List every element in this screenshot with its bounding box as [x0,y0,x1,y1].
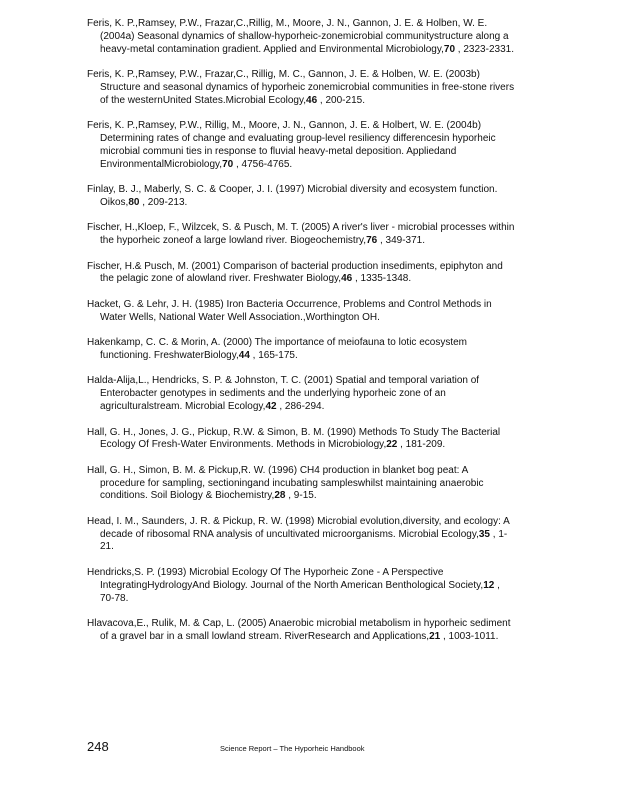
reference-entry [87,516,515,554]
reference-volume: 21 [429,630,441,642]
reference-pages: , 70-78. [100,579,500,604]
page-footer [87,739,515,759]
reference-entry [87,184,515,210]
reference-volume: 42 [265,401,277,413]
reference-entry [87,567,515,605]
reference-volume: 80 [128,196,140,208]
reference-pages: , 200-215. [317,94,365,106]
reference-pages: , 209-213. [139,196,188,208]
reference-volume: 44 [238,349,250,361]
reference-volume: 76 [366,235,378,247]
reference-text: Feris, K. P.,Ramsey, P.W., Rillig, M., Moore, J. N., Gannon, J. E. & Holbert, W. E. (2004b) Determining rates of change and evaluating group-level resiliency differencesin hyporheic microbial communi ties in response to fluvial heavy-metal deposition. Appliedand EnvironmentalMicrobiology, [87,120,496,170]
reference-pages: , 4756-4765. [233,158,293,170]
reference-entry [87,618,515,644]
reference-text: Fischer, H.& Pusch, M. (2001) Comparison of bacterial production insediments, epiphyton and the pelagic zone of alowland river. Freshwater Biology, [87,260,503,285]
reference-pages: , 181-209. [397,439,446,451]
reference-entry [87,18,515,56]
reference-volume: 70 [443,43,456,55]
reference-volume: 70 [222,158,234,170]
reference-volume: 28 [274,490,286,502]
reference-text: Feris, K. P.,Ramsey, P.W., Frazar,C., Rillig, M. C., Gannon, J. E. & Holben, W. E. (2003b) Structure and seasonal dynamics of hyporheic zonemicrobial communities in free-stone rivers of the westernUnited States.Microbial Ecology, [87,69,515,106]
reference-pages: , 165-175. [249,349,298,361]
reference-text: Finlay, B. J., Maberly, S. C. & Cooper, J. I. (1997) Microbial diversity and ecosystem function. Oikos, [87,184,498,208]
reference-entry [87,222,515,248]
reference-entry [87,299,515,325]
reference-entry [87,375,515,413]
reference-text: Hall, G. H., Jones, J. G., Pickup, R.W. & Simon, B. M. (1990) Methods To Study The Bacterial Ecology Of Fresh-Water Environments. Methods in Microbiology, [87,426,501,451]
reference-text: Halda-Alija,L., Hendricks, S. P. & Johnston, T. C. (2001) Spatial and temporal variation of Enterobacter genotypes in sediments and the underlying hyporheic zone of an agriculturalstream. Microbial Ecology, [87,375,480,413]
reference-text: Hlavacova,E., Rulik, M. & Cap, L. (2005) Anaerobic microbial metabolism in hyporheic sediment of a gravel bar in a small lowland stream. RiverResearch and Applications, [87,618,511,642]
reference-entry [87,427,515,453]
reference-text: Hacket, G. & Lehr, J. H. (1985) Iron Bacteria Occurrence, Problems and Control Methods in Water Wells, National Water Well Association.,Worthington OH. [87,298,492,323]
reference-volume: 35 [478,528,490,540]
reference-text: Hall, G. H., Simon, B. M. & Pickup,R. W. (1996) CH4 production in blanket bog peat: A procedure for sampling, sectioningand incubating sampleswhilst maintaining anaerobic conditions. Soil Biology & Biochemistry, [87,464,484,502]
reference-entry [87,120,515,171]
reference-pages: , 1003-1011. [440,630,499,642]
reference-text: Hendricks,S. P. (1993) Microbial Ecology Of The Hyporheic Zone - A Perspective IntegratingHydrologyAnd Biology. Journal of the North American Benthological Society, [87,566,484,591]
reference-text: Fischer, H.,Kloep, F., Wilzcek, S. & Pusch, M. T. (2005) A river's liver - microbial processes within the hyporheic zoneof a large lowland river. Biogeochemistry, [87,222,515,247]
reference-pages: , 349-371. [377,235,426,247]
reference-volume: 46 [341,273,353,285]
reference-pages: , 1335-1348. [352,273,412,285]
reference-text: Head, I. M., Saunders, J. R. & Pickup, R. W. (1998) Microbial evolution,diversity, and ecology: A decade of ribosomal RNA analysis of uncultivated microorganisms. Microbial Ecology, [87,515,510,540]
footer-title: Science Report – The Hyporheic Handbook [220,744,365,753]
reference-list [87,18,515,656]
reference-entry [87,261,515,287]
reference-volume: 22 [386,439,398,451]
reference-text: Hakenkamp, C. C. & Morin, A. (2000) The importance of meiofauna to lotic ecosystem functioning. FreshwaterBiology, [87,337,467,361]
reference-text: Feris, K. P.,Ramsey, P.W., Frazar,C.,Rillig, M., Moore, J. N., Gannon, J. E. & Holben, W. E. (2004a) Seasonal dynamics of shallow-hyporheic-zonemicrobial communitystructure along a heavy-metal contamination gradient. Applied and Environmental Microbiology, [87,18,509,55]
reference-entry [87,337,515,363]
reference-pages: , 286-294. [276,401,325,413]
reference-volume: 12 [483,579,495,591]
page-number: 248 [87,739,109,754]
reference-pages: , 1-21. [100,528,508,553]
reference-volume: 46 [306,94,318,106]
reference-entry [87,465,515,503]
reference-entry [87,69,515,107]
reference-pages: , 2323-2331. [455,43,514,55]
reference-pages: , 9-15. [285,490,317,502]
